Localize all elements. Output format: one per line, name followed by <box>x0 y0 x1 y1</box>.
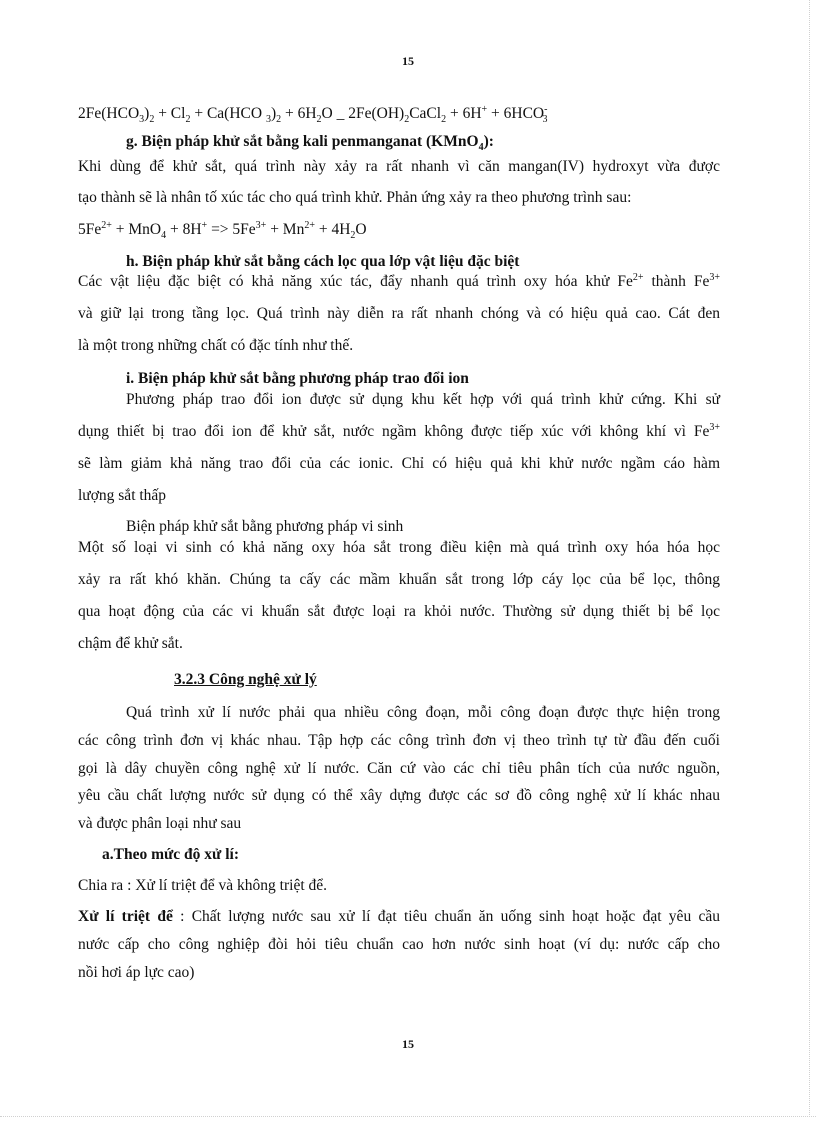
paragraph-line: nồi hơi áp lực cao) <box>78 964 195 981</box>
paragraph-line: và giữ lại trong tầng lọc. Quá trình này diễn ra rất nhanh chóng và có hiệu quả cao. Cát đen <box>78 305 720 322</box>
paragraph-line: gọi là dây chuyền công nghệ xử lí nước. Căn cứ vào các chỉ tiêu phân tích của nước nguồn, <box>78 760 720 777</box>
paragraph-line: chậm để khử sắt. <box>78 635 183 652</box>
footer-page-number: 15 <box>402 1037 414 1051</box>
paragraph-line: tạo thành sẽ là nhân tố xúc tác cho quá trình khử. Phản ứng xảy ra theo phương trình sau: <box>78 189 632 206</box>
header-page-number: 15 <box>402 54 414 68</box>
paragraph-line: Một số loại vi sinh có khả năng oxy hóa sắt trong điều kiện mà quá trình oxy hóa hóa học <box>78 539 720 556</box>
paragraph-line: yêu cầu chất lượng nước sử dụng có thể xây dựng được các sơ đồ công nghệ xử lí khác nhau <box>78 787 720 804</box>
heading-ion-exchange: i. Biện pháp khử sắt bằng phương pháp trao đổi ion <box>126 370 469 387</box>
paragraph-line: Khi dùng để khử sắt, quá trình này xảy ra rất nhanh vì căn mangan(IV) hydroxyt vừa được <box>78 158 720 175</box>
heading-special-filter: h. Biện pháp khử sắt bằng cách lọc qua lớp vật liệu đặc biệt <box>126 253 520 270</box>
paragraph-line: Quá trình xử lí nước phải qua nhiều công đoạn, mỗi công đoạn được thực hiện trong <box>126 704 720 721</box>
equation-permanganate: $5Fe^{2+} + MnO_4 + 8H^+ => 5Fe^{3+} + Mn^{2+} + 4H_2O$ <box>78 219 367 242</box>
heading-kmno4: g. Biện pháp khử sắt bằng kali penmanganat (KMnO$_4$): <box>126 133 494 154</box>
paragraph-line: xảy ra rất khó khăn. Chúng ta cấy các mầm khuẩn sắt trong lớp cáy lọc của bể lọc, thông <box>78 571 720 588</box>
heading-biological: Biện pháp khử sắt bằng phương pháp vi sinh <box>126 518 404 535</box>
heading-treatment-level: a.Theo mức độ xử lí: <box>102 846 240 863</box>
paragraph-line: Các vật liệu đặc biệt có khả năng xúc tác, đẩy nhanh quá trình oxy hóa khử $Fe^{2+}$ thành $Fe^{3+}$ <box>78 271 720 290</box>
paragraph-line: dụng thiết bị trao đổi ion để khử sắt, nước ngầm không được tiếp xúc với không khí vì $Fe^{3+}$ <box>78 421 720 440</box>
equation-iron-chlorine: $2Fe(HCO_3)_2 + Cl_2 + Ca(HCO$ $_3)_2 + 6H_2O$ _ $2Fe(OH)_2CaCl_2 + 6H^+ + 6HCO^-_3$ <box>78 103 548 126</box>
page-edge-bottom <box>0 1116 816 1117</box>
page-edge-right <box>809 0 810 1117</box>
paragraph-line: Phương pháp trao đổi ion được sử dụng khu kết hợp với quá trình khử cứng. Khi sử <box>126 391 720 408</box>
paragraph-line: nước cấp cho công nghiệp đòi hỏi tiêu chuẩn cao hơn nước sinh hoạt (ví dụ: nước cấp cho <box>78 936 720 953</box>
paragraph-line: là một trong những chất có đặc tính như thế. <box>78 337 354 354</box>
paragraph-line: sẽ làm giảm khả năng trao đổi của các ionic. Chỉ có hiệu quả khi khử nước ngầm cáo hàm <box>78 455 720 472</box>
paragraph-line: Xử lí triệt để : Chất lượng nước sau xử lí đạt tiêu chuẩn ăn uống sinh hoạt hoặc đạt yêu cầu <box>78 908 720 925</box>
paragraph-line: các công trình đơn vị khác nhau. Tập hợp các công trình đơn vị theo trình tự từ đầu đến cuối <box>78 732 720 749</box>
section-heading-3-2-3: 3.2.3 Công nghệ xử lý <box>174 671 317 688</box>
paragraph-line: và được phân loại như sau <box>78 815 242 832</box>
paragraph-line: qua hoạt động của các vi khuẩn sắt được loại ra khỏi nước. Thường sử dụng thiết bị bể lọc <box>78 603 720 620</box>
paragraph-line: Chia ra : Xử lí triệt để và không triệt để. <box>78 877 328 894</box>
paragraph-line: lượng sắt thấp <box>78 487 167 504</box>
